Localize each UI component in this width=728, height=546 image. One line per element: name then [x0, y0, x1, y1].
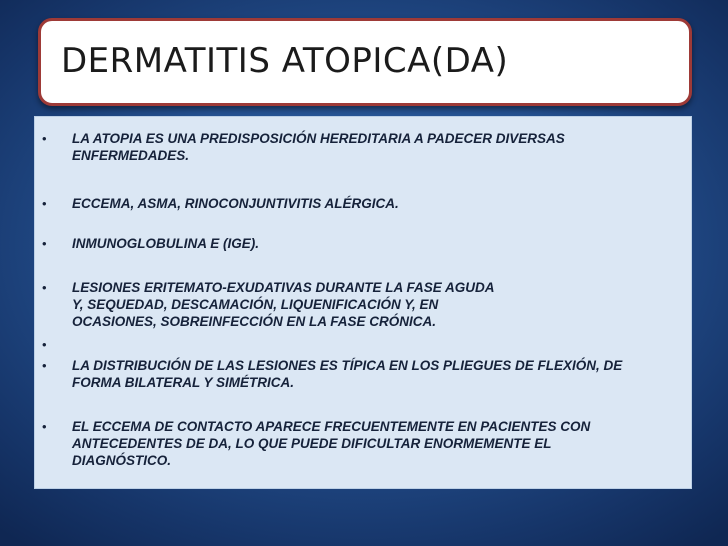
- bullet-line: Y, SEQUEDAD, DESCAMACIÓN, LIQUENIFICACIÓN Y, EN: [72, 297, 439, 312]
- bullet-icon: •: [42, 280, 47, 295]
- bullet-icon: •: [42, 337, 47, 352]
- bullet-line: LA DISTRIBUCIÓN DE LAS LESIONES ES TÍPICA EN LOS PLIEGUES DE FLEXIÓN, DE: [72, 358, 623, 373]
- title-box: [38, 18, 692, 106]
- bullet-icon: •: [42, 236, 47, 251]
- content-box: [34, 116, 692, 489]
- bullet-line: DIAGNÓSTICO.: [72, 453, 172, 468]
- bullet-line: ANTECEDENTES DE DA, LO QUE PUEDE DIFICULTAR ENORMEMENTE EL: [72, 436, 552, 451]
- bullet-line: ENFERMEDADES.: [72, 148, 190, 163]
- bullet-line: EL ECCEMA DE CONTACTO APARECE FRECUENTEMENTE EN PACIENTES CON: [72, 419, 591, 434]
- bullet-line: INMUNOGLOBULINA E (IGE).: [72, 236, 259, 251]
- bullet-icon: •: [42, 196, 47, 211]
- slide-title: DERMATITIS ATOPICA(DA): [61, 41, 509, 81]
- bullet-line: OCASIONES, SOBREINFECCIÓN EN LA FASE CRÓNICA.: [72, 314, 437, 329]
- bullet-icon: •: [42, 419, 47, 434]
- bullet-line: LESIONES ERITEMATO-EXUDATIVAS DURANTE LA FASE AGUDA: [72, 280, 495, 295]
- bullet-line: LA ATOPIA ES UNA PREDISPOSICIÓN HEREDITARIA A PADECER DIVERSAS: [72, 131, 565, 146]
- bullet-icon: •: [42, 358, 47, 373]
- bullet-icon: •: [42, 131, 47, 146]
- bullet-line: ECCEMA, ASMA, RINOCONJUNTIVITIS ALÉRGICA.: [72, 196, 399, 211]
- bullet-line: FORMA BILATERAL Y SIMÉTRICA.: [72, 375, 295, 390]
